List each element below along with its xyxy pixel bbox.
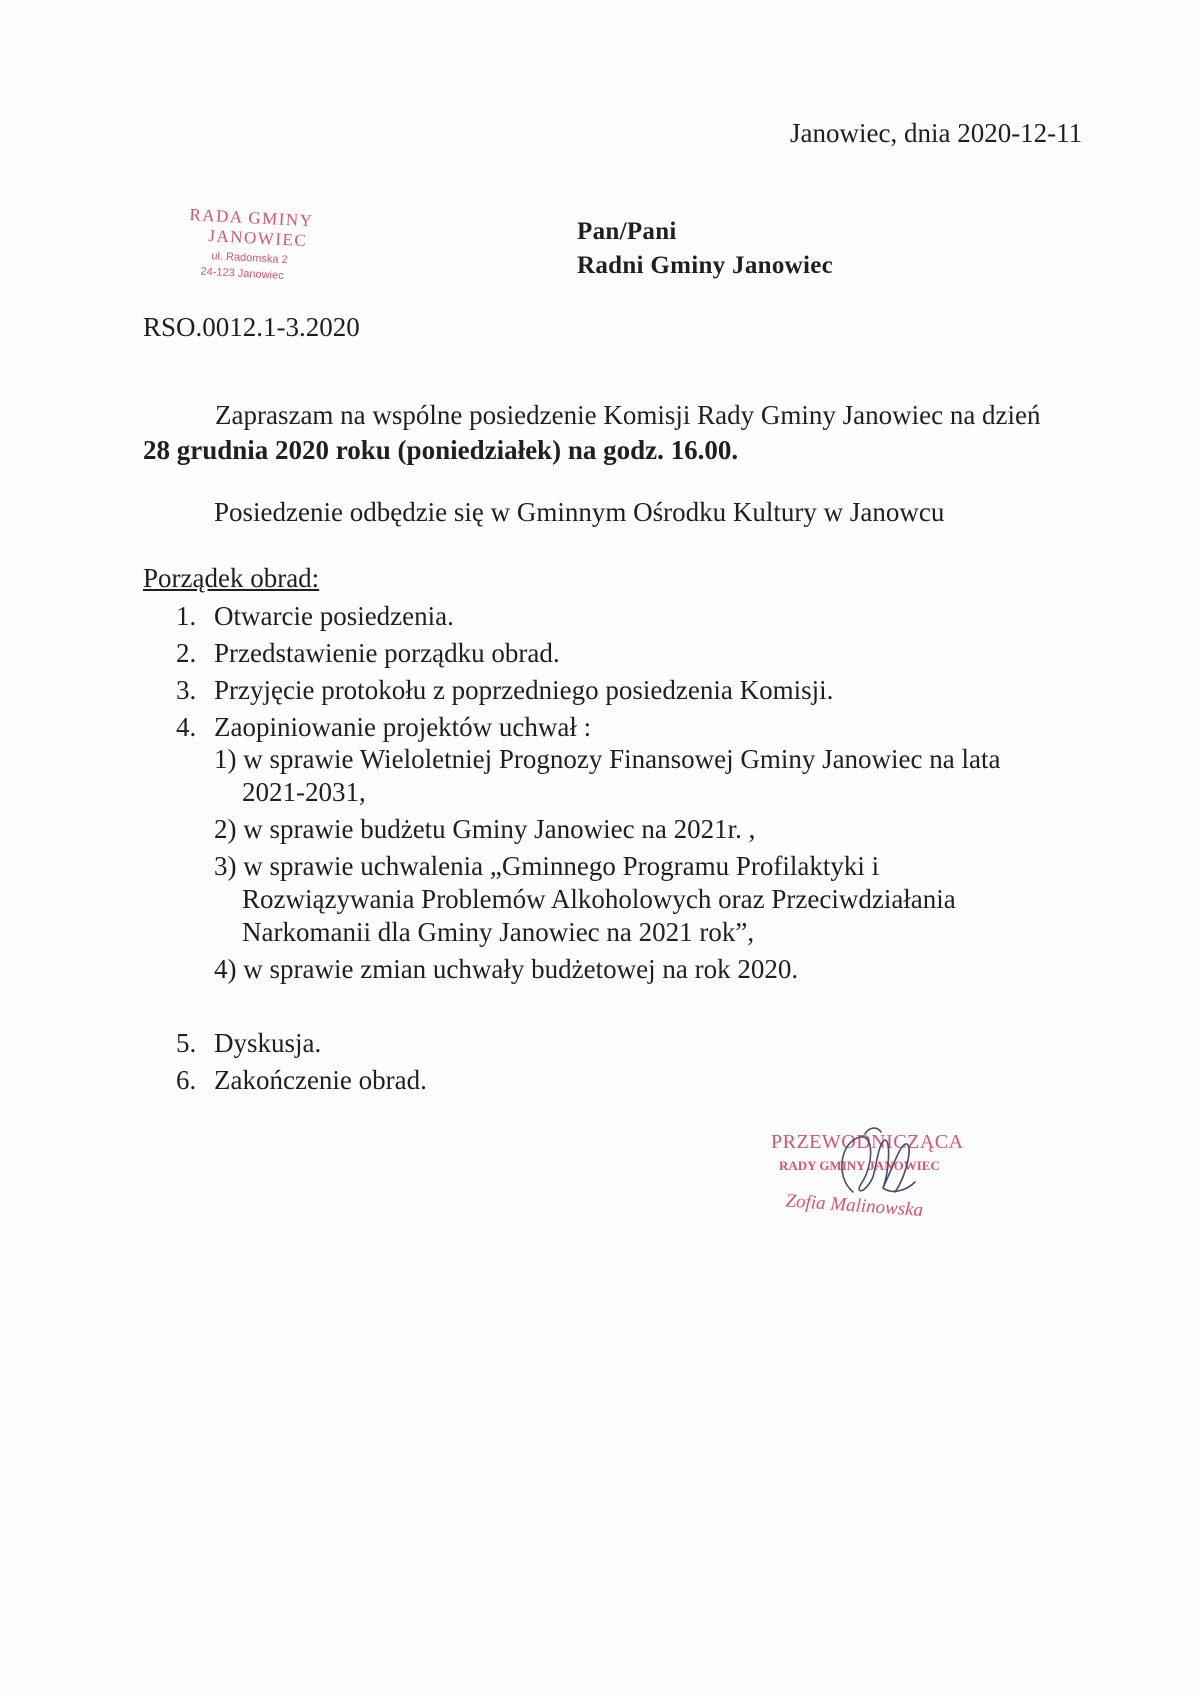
agenda-item-text: Otwarcie posiedzenia.	[214, 601, 454, 631]
agenda-item-number: 1.	[176, 601, 197, 631]
recipient-line-1: Pan/Pani	[577, 218, 677, 245]
stamp-line-4: 24-123 Janowiec	[200, 265, 284, 283]
agenda-item	[176, 598, 833, 635]
stamp-line-1: RADA GMINY	[189, 205, 314, 231]
council-stamp	[178, 202, 352, 291]
agenda-item-text: Dyskusja.	[214, 1028, 322, 1058]
resolution-item-line: 2) w sprawie budżetu Gminy Janowiec na 2021r. ,	[214, 814, 756, 844]
resolution-sublist	[214, 743, 1000, 990]
recipient-line-2: Radni Gminy Janowiec	[577, 252, 834, 279]
agenda-item-number: 6.	[176, 1065, 197, 1095]
agenda-item-number: 2.	[176, 638, 197, 668]
resolution-item-line: 4) w sprawie zmian uchwały budżetowej na rok 2020.	[214, 954, 799, 984]
agenda-item	[176, 1062, 427, 1099]
stamp-line-3: ul. Radomska 2	[211, 250, 289, 267]
resolution-item-line: 3) w sprawie uchwalenia „Gminnego Programu Profilaktyki i	[214, 851, 880, 881]
invitation-paragraph	[143, 398, 1088, 468]
venue-paragraph: Posiedzenie odbędzie się w Gminnym Ośrodku Kultury w Janowcu	[214, 497, 945, 527]
agenda-item-number: 3.	[176, 675, 197, 705]
reference-number: RSO.0012.1-3.2020	[143, 312, 360, 342]
resolution-item-line: 1) w sprawie Wieloletniej Prognozy Finansowej Gminy Janowiec na lata	[214, 744, 1001, 774]
stamp-title: PRZEWODNICZĄCA	[771, 1131, 964, 1153]
resolution-item-line: Narkomanii dla Gminy Janowiec na 2021 rok”,	[242, 917, 755, 947]
chairwoman-stamp	[765, 1122, 985, 1242]
agenda-list-continued	[176, 1025, 427, 1099]
agenda-title: Porządek obrad:	[143, 563, 320, 593]
agenda-item	[176, 709, 833, 746]
stamp-signatory-name: Zofia Malinowska	[784, 1190, 924, 1222]
council-stamp-graphic	[178, 202, 352, 291]
agenda-item	[176, 635, 833, 672]
agenda-item-number: 5.	[176, 1028, 197, 1058]
resolution-item	[214, 850, 1000, 949]
agenda-item-text: Zakończenie obrad.	[214, 1065, 427, 1095]
agenda-item-text: Zaopiniowanie projektów uchwał :	[214, 712, 592, 742]
recipient-block	[577, 215, 833, 283]
stamp-line-2: JANOWIEC	[207, 226, 308, 251]
agenda-item-text: Przyjęcie protokołu z poprzedniego posiedzenia Komisji.	[214, 675, 834, 705]
stamp-council-name: RADY GMINY JANOWIEC	[779, 1158, 940, 1173]
resolution-item	[214, 953, 1000, 986]
resolution-item	[214, 743, 1000, 809]
agenda-list	[176, 598, 833, 746]
resolution-item-line: 2021-2031,	[242, 777, 366, 807]
invitation-date-time: 28 grudnia 2020 roku (poniedziałek) na godz. 16.00.	[143, 435, 739, 465]
agenda-item	[176, 1025, 427, 1062]
date-line: Janowiec, dnia 2020-12-11	[790, 118, 1083, 148]
agenda-item-number: 4.	[176, 712, 197, 742]
resolution-item-line: Rozwiązywania Problemów Alkoholowych oraz Przeciwdziałania	[242, 884, 956, 914]
agenda-item-text: Przedstawienie porządku obrad.	[214, 638, 560, 668]
chairwoman-stamp-graphic	[765, 1122, 985, 1242]
invitation-text: Zapraszam na wspólne posiedzenie Komisji Rady Gminy Janowiec na dzień	[215, 400, 1041, 430]
agenda-item	[176, 672, 833, 709]
resolution-item	[214, 813, 1000, 846]
